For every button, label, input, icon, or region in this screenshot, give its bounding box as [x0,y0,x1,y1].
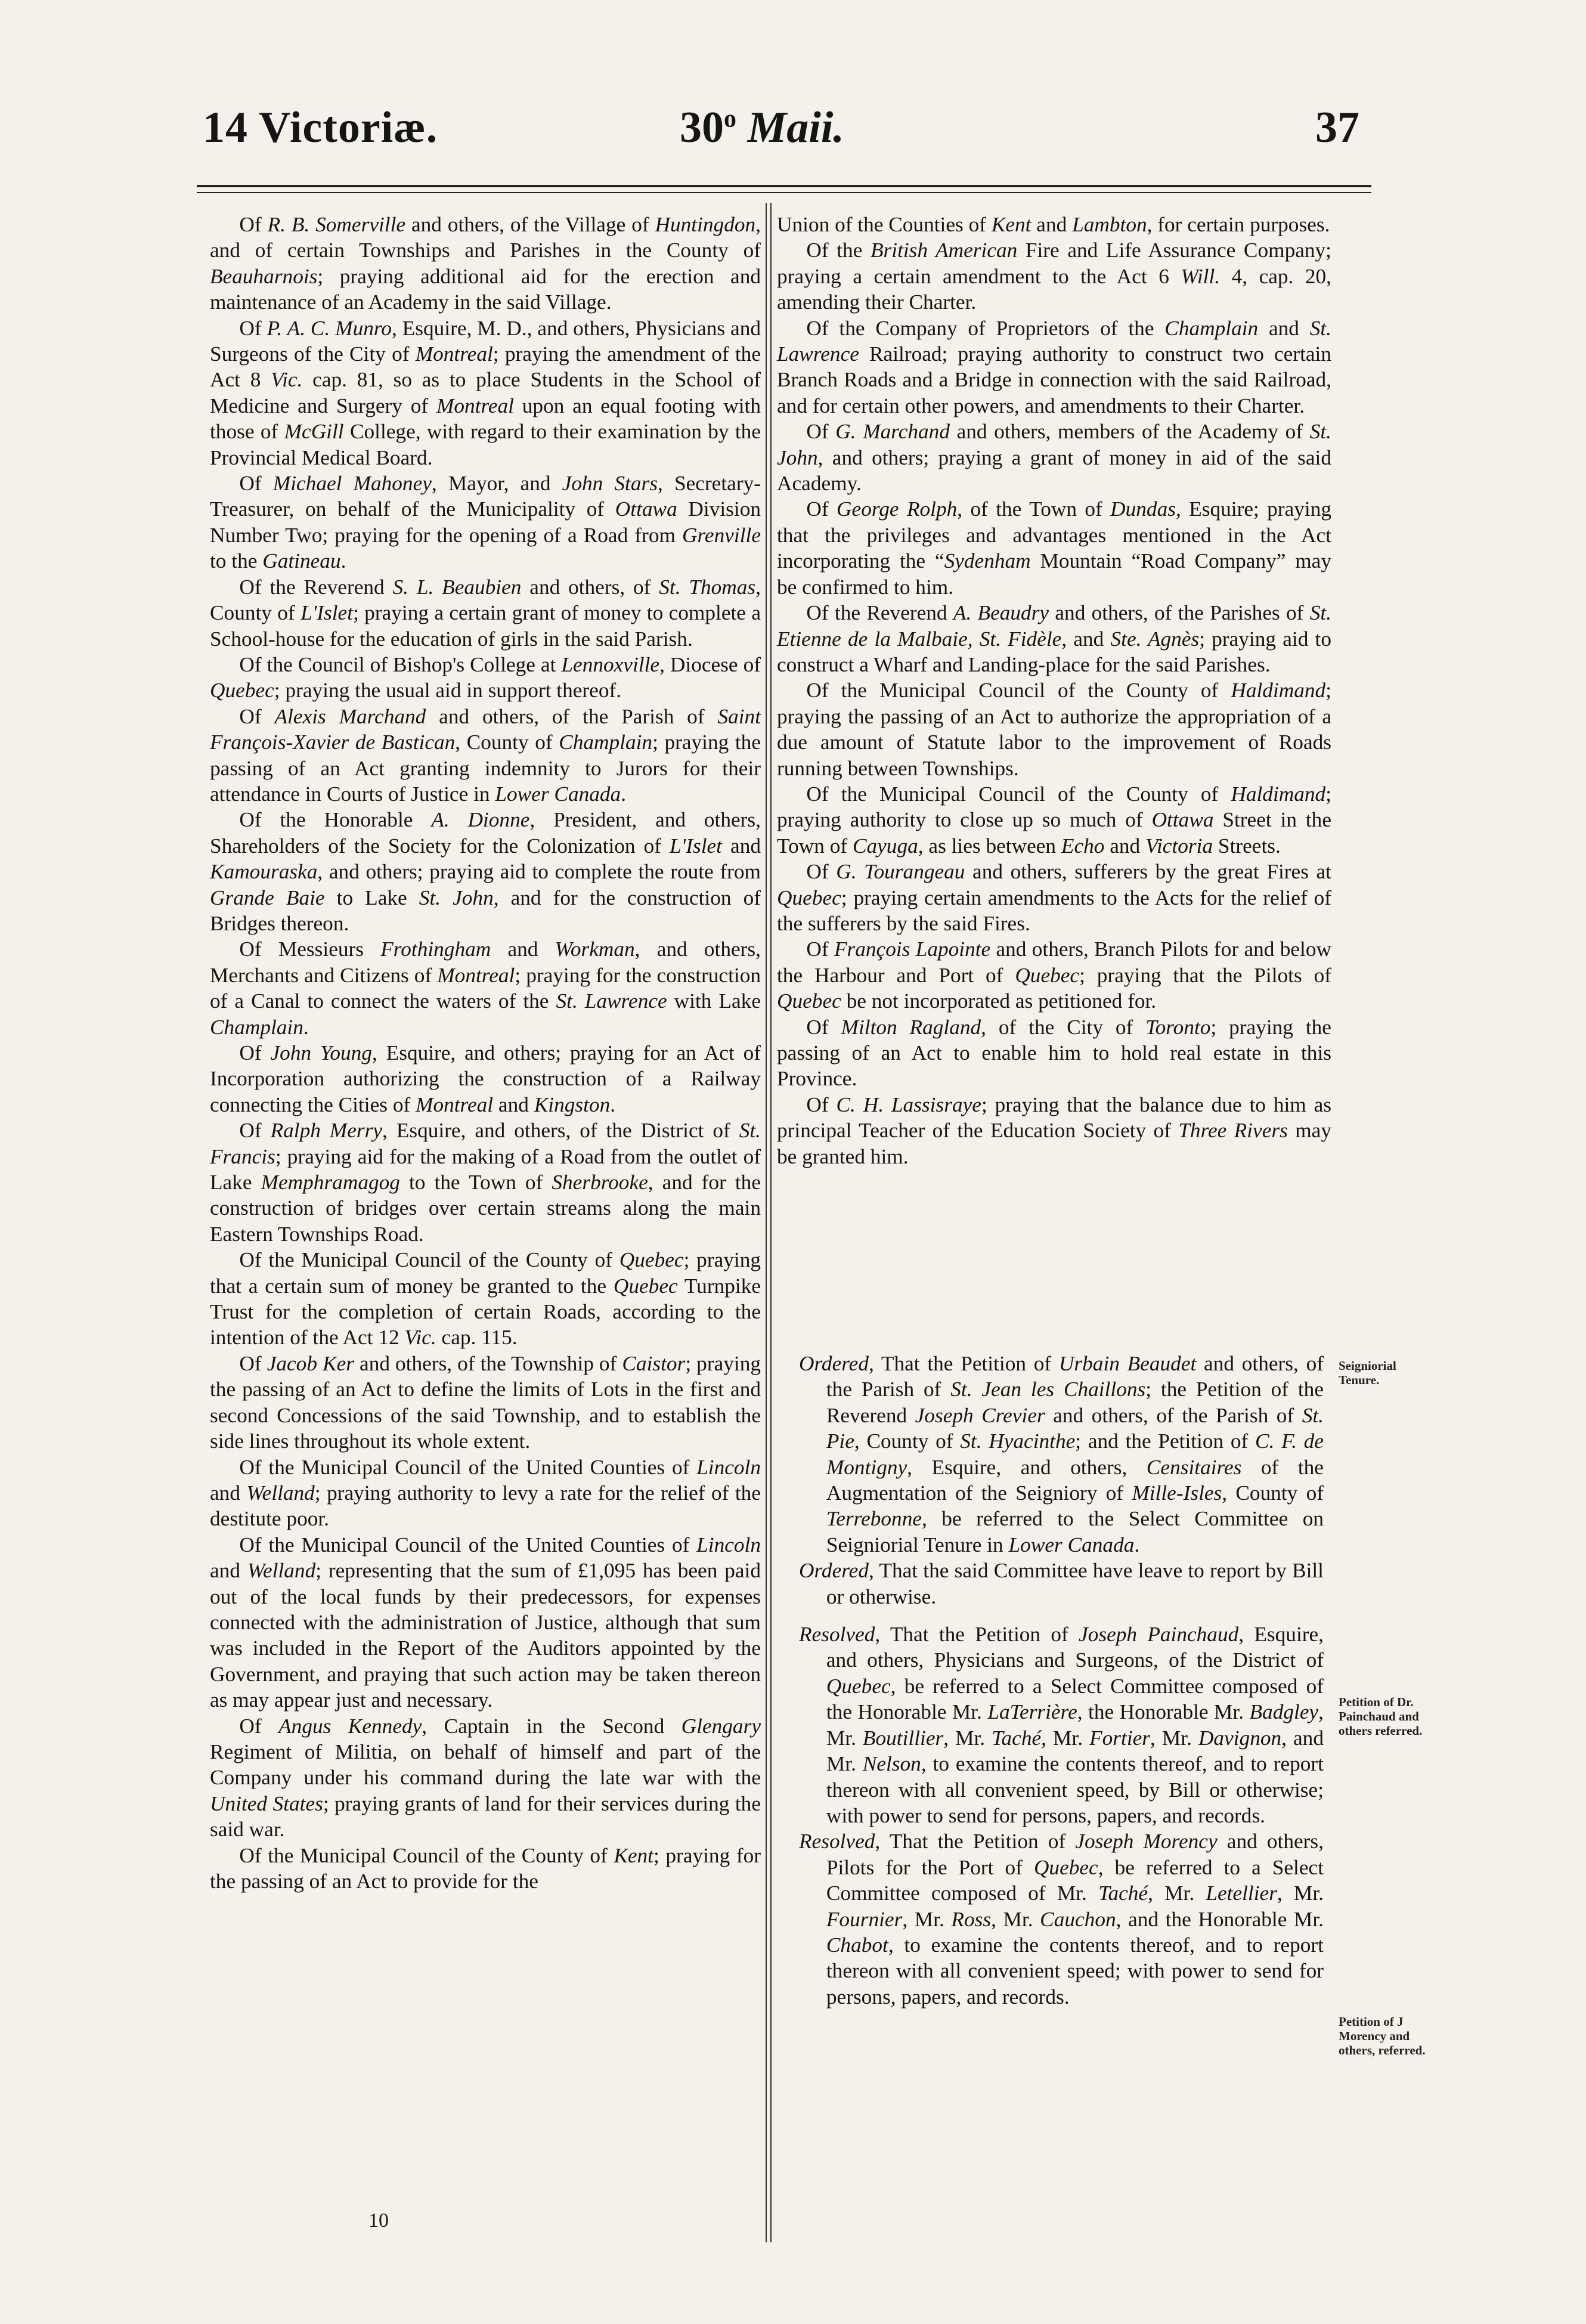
petition-paragraph: Of the Municipal Council of the United Counties of Lincoln and Welland; praying authority to levy a rate for the relief of the destitute poor. [210,1455,761,1531]
petition-paragraph: Of the Municipal Council of the County of Haldimand; praying the passing of an Act to authorize the appropriation of a due amount of Statute labor to the improvement of Roads running between Townships. [777,679,1331,780]
petition-paragraph: Of Ralph Merry, Esquire, and others, of the District of St. Francis; praying aid for the making of a Road from the outlet of Lake Memphramagog to the Town of Sherbrooke, and for the construction of bridges over certain streams along the main Eastern Townships Road. [210,1119,761,1246]
header-regnal-year: 14 Victoriæ. [203,103,438,152]
petition-paragraph: Of Milton Ragland, of the City of Toronto; praying the passing of an Act to enable him to hold real estate in this Province. [777,1015,1331,1091]
petition-paragraph: Of the British American Fire and Life Assurance Company; praying a certain amendment to the Act 6 Will. 4, cap. 20, amending their Charter. [777,239,1332,314]
petition-paragraph: Of John Young, Esquire, and others; praying for an Act of Incorporation authorizing the construction of a Railway connecting the Cities of Montreal and Kingston. [210,1041,761,1116]
signature-mark: 10 [368,2209,389,2232]
petition-paragraph: Of G. Tourangeau and others, sufferers by the great Fires at Quebec; praying certain amendments to the Acts for the relief of the sufferers by the said Fires. [777,860,1331,935]
page-number: 37 [1315,103,1359,152]
petition-paragraph: Of François Lapointe and others, Branch Pilots for and below the Harbour and Port of Quebec; praying that the Pilots of Quebec be not incorporated as petitioned for. [777,937,1332,1013]
petition-paragraph: Of Alexis Marchand and others, of the Parish of Saint François-Xavier de Bastican, County of Champlain; praying the passing of an Act granting indemnity to Jurors for their attendance in Courts of Justice in Lower Canada. [210,704,761,806]
column-divider [766,203,772,2242]
petition-paragraph: Of Jacob Ker and others, of the Township of Caistor; praying the passing of an Act to define the limits of Lots in the first and second Concessions of the said Township, and to establish the side lines throughout its whole extent. [210,1351,761,1453]
petition-paragraph: Union of the Counties of Kent and Lambton, for certain purposes. [777,213,1330,236]
page-header [203,103,1359,168]
petition-paragraph: Of G. Marchand and others, members of the Academy of St. John, and others; praying a grant of money in aid of the said Academy. [777,420,1331,496]
order-paragraph: Ordered, That the said Committee have leave to report by Bill or otherwise. [799,1559,1324,1608]
margin-note-seigniorial: Seigniorial Tenure. [1339,1358,1396,1387]
petition-paragraph: Of Michael Mahoney, Mayor, and John Stars, Secretary-Treasurer, on behalf of the Municipality of Ottawa Division Number Two; praying for the opening of a Road from Grenville to the Gatineau. [210,472,761,573]
petition-paragraph: Of the Reverend A. Beaudry and others, of the Parishes of St. Etienne de la Malbaie, St. Fidèle, and Ste. Agnès; praying aid to construct a Wharf and Landing-place for the said Parishes. [777,601,1331,676]
petition-paragraph: Of R. B. Somerville and others, of the Village of Huntingdon, and of certain Townships and Parishes in the County of Beauharnois; praying additional aid for the erection and maintenance of an Academy in the said Village. [210,213,761,314]
order-paragraph: Resolved, That the Petition of Joseph Morency and others, Pilots for the Port of Quebec, be referred to a Select Committee composed of Mr. Taché, Mr. Letellier, Mr. Fournier, Mr. Ross, Mr. Cauchon, and the Honorable Mr. Chabot, to examine the contents thereof, and to report thereon with all convenient speed; with power to send for persons, papers, and records. [799,1830,1324,2009]
left-column [210,212,761,1894]
petition-paragraph: Of Angus Kennedy, Captain in the Second Glengary Regiment of Militia, on behalf of himself and part of the Company under his command during the late war with the United States; praying grants of land for their services during the said war. [210,1714,761,1842]
margin-note-morency: Petition of J Morency and others, referred. [1339,2014,1426,2057]
header-rule-thick [197,185,1371,187]
petition-paragraph: Of the Municipal Council of the County of Quebec; praying that a certain sum of money be granted to the Quebec Turnpike Trust for the completion of certain Roads, according to the intention of the Act 12 Vic. cap. 115. [210,1248,761,1350]
petition-paragraph: Of the Honorable A. Dionne, President, and others, Shareholders of the Society for the Colonization of L'Islet and Kamouraska, and others; praying aid to complete the route from Grande Baie to Lake St. John, and for the construction of Bridges thereon. [210,808,761,935]
petition-paragraph: Of the Municipal Council of the United Counties of Lincoln and Welland; representing that the sum of £1,095 has been paid out of the local funds by their predecessors, for expenses connected with the administration of Justice, although that sum was included in the Report of the Auditors appointed by the Government, and praying that such action may be taken thereon as may appear just and necessary. [210,1533,761,1712]
petition-paragraph: Of George Rolph, of the Town of Dundas, Esquire; praying that the privileges and advantages mentioned in the Act incorporating the “Sydenham Mountain “Road Company” may be confirmed to him. [777,497,1331,599]
petition-paragraph: Of the Company of Proprietors of the Champlain and St. Lawrence Railroad; praying authority to construct two certain Branch Roads and a Bridge in connection with the said Railroad, and for certain other powers, and amendments to their Charter. [777,316,1331,417]
petition-paragraph: Of Messieurs Frothingham and Workman, and others, Merchants and Citizens of Montreal; praying for the construction of a Canal to connect the waters of the St. Lawrence with Lake Champlain. [210,937,761,1039]
right-column [777,212,1331,1169]
petition-paragraph: Of the Municipal Council of the County of Kent; praying for the passing of an Act to provide for the [210,1843,761,1893]
petition-paragraph: Of the Reverend S. L. Beaubien and others, of St. Thomas, County of L'Islet; praying a certain grant of money to complete a School-house for the education of girls in the said Parish. [210,575,761,651]
header-date: 30$^o$ Maii. [680,103,844,152]
order-paragraph: Ordered, That the Petition of Urbain Beaudet and others, of the Parish of St. Jean les Chaillons; the Petition of the Reverend Joseph Crevier and others, of the Parish of St. Pie, County of St. Hyacinthe; and the Petition of C. F. de Montigny, Esquire, and others, Censitaires of the Augmentation of the Seigniory of Mille-Isles, County of Terrebonne, be referred to the Select Committee on Seigniorial Tenure in Lower Canada. [799,1352,1324,1556]
petition-paragraph: Of the Municipal Council of the County of Haldimand; praying authority to close up so much of Ottawa Street in the Town of Cayuga, as lies between Echo and Victoria Streets. [777,782,1331,858]
margin-note-painchaud: Petition of Dr. Painchaud and others referred. [1339,1695,1423,1738]
petition-paragraph: Of P. A. C. Munro, Esquire, M. D., and others, Physicians and Surgeons of the City of Montreal; praying the amendment of the Act 8 Vic. cap. 81, so as to place Students in the School of Medicine and Surgery of Montreal upon an equal footing with those of McGill College, with regard to their examination by the Provincial Medical Board. [210,316,761,469]
orders-section [799,1351,1324,2010]
petition-paragraph: Of the Council of Bishop's College at Lennoxville, Diocese of Quebec; praying the usual aid in support thereof. [210,652,761,703]
header-rule-thin [197,192,1371,193]
order-paragraph: Resolved, That the Petition of Joseph Painchaud, Esquire, and others, Physicians and Surgeons, of the District of Quebec, be referred to a Select Committee composed of the Honorable Mr. LaTerrière, the Honorable Mr. Badgley, Mr. Boutillier, Mr. Taché, Mr. Fortier, Mr. Davignon, and Mr. Nelson, to examine the contents thereof, and to report thereon with all convenient speed, by Bill or otherwise; with power to send for persons, papers, and records. [799,1623,1324,1827]
petition-paragraph: Of C. H. Lassisraye; praying that the balance due to him as principal Teacher of the Education Society of Three Rivers may be granted him. [777,1093,1331,1168]
